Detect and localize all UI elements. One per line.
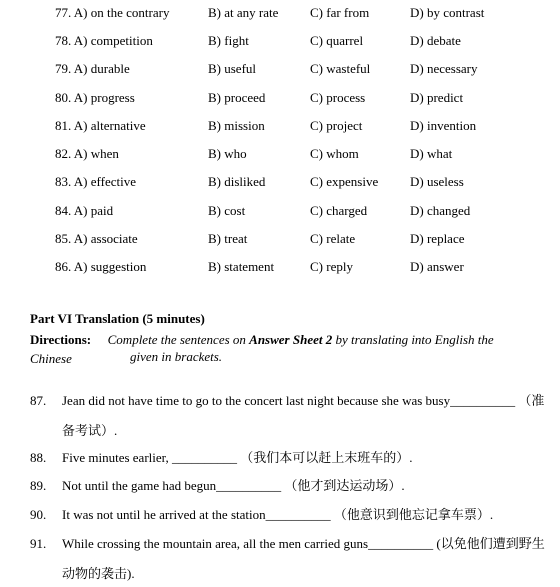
choice-a: 83. A) effective: [55, 174, 136, 189]
choice-row-82: [0, 145, 560, 163]
choice-b: B) disliked: [208, 174, 266, 189]
choice-c: C) charged: [310, 203, 368, 218]
choice-b: B) mission: [208, 118, 265, 133]
choice-c: C) project: [310, 118, 363, 133]
choice-a: 85. A) associate: [55, 231, 138, 246]
choice-a: 81. A) alternative: [55, 118, 146, 133]
choice-c: C) expensive: [310, 174, 379, 189]
choice-d: D) what: [410, 146, 453, 161]
choice-a: 82. A) when: [55, 146, 119, 161]
item-text: It was not until he arrived at the station__________ （他意识到他忘记拿车票）.: [62, 507, 494, 522]
choice-b: B) who: [208, 146, 247, 161]
choice-row-84: [0, 202, 560, 220]
item-number: 91.: [30, 536, 47, 551]
section-title: Part VI Translation (5 minutes): [30, 311, 205, 326]
choice-d: D) necessary: [410, 61, 478, 76]
choice-c: C) process: [310, 90, 366, 105]
item-number: 87.: [30, 393, 47, 408]
choice-d: D) answer: [410, 259, 464, 274]
item-text: Not until the game had begun__________ （他才到达运动场）.: [62, 478, 405, 493]
directions-label: Directions:: [30, 332, 92, 347]
directions-emphasis: Answer Sheet 2: [249, 332, 333, 347]
choice-d: D) debate: [410, 33, 461, 48]
directions-text-1: Complete the sentences on: [107, 332, 250, 347]
choice-a: 86. A) suggestion: [55, 259, 147, 274]
choice-row-81: [0, 117, 560, 135]
directions-text-2: by translating into English the Chinese: [30, 332, 494, 366]
choice-c: C) wasteful: [310, 61, 371, 76]
choice-d: D) invention: [410, 118, 477, 133]
item-continuation: 备考试）.: [62, 423, 118, 438]
choice-row-83: [0, 173, 560, 191]
choice-c: C) quarrel: [310, 33, 364, 48]
choice-b: B) treat: [208, 231, 248, 246]
choice-d: D) changed: [410, 203, 471, 218]
choice-a: 77. A) on the contrary: [55, 5, 170, 20]
choice-b: B) at any rate: [208, 5, 279, 20]
item-number: 88.: [30, 450, 47, 465]
choice-row-85: [0, 230, 560, 248]
choice-b: B) cost: [208, 203, 246, 218]
choice-d: D) useless: [410, 174, 464, 189]
choice-b: B) statement: [208, 259, 275, 274]
choice-c: C) far from: [310, 5, 370, 20]
choice-row-80: [0, 89, 560, 107]
choice-a: 78. A) competition: [55, 33, 153, 48]
choice-c: C) reply: [310, 259, 353, 274]
choice-row-86: [0, 258, 560, 276]
choice-b: B) proceed: [208, 90, 266, 105]
choice-d: D) by contrast: [410, 5, 485, 20]
item-text: While crossing the mountain area, all the men carried guns__________ (以免他们遭到野生: [62, 536, 545, 551]
choice-row-77: [0, 4, 560, 22]
choice-b: B) fight: [208, 33, 249, 48]
item-text: Jean did not have time to go to the concert last night because she was busy__________ （准: [62, 393, 545, 408]
item-number: 90.: [30, 507, 47, 522]
choice-row-78: [0, 32, 560, 50]
choice-d: D) predict: [410, 90, 464, 105]
item-number: 89.: [30, 478, 47, 493]
choice-a: 80. A) progress: [55, 90, 135, 105]
choice-a: 79. A) durable: [55, 61, 130, 76]
choice-b: B) useful: [208, 61, 257, 76]
choice-c: C) relate: [310, 231, 356, 246]
choice-c: C) whom: [310, 146, 359, 161]
choice-d: D) replace: [410, 231, 465, 246]
item-continuation: 动物的袭击).: [62, 566, 135, 581]
item-text: Five minutes earlier, __________ （我们本可以赶上末班车的）.: [62, 450, 413, 465]
directions: [30, 330, 530, 368]
directions-line-2: given in brackets.: [130, 349, 223, 364]
choice-row-79: [0, 60, 560, 78]
choice-a: 84. A) paid: [55, 203, 114, 218]
